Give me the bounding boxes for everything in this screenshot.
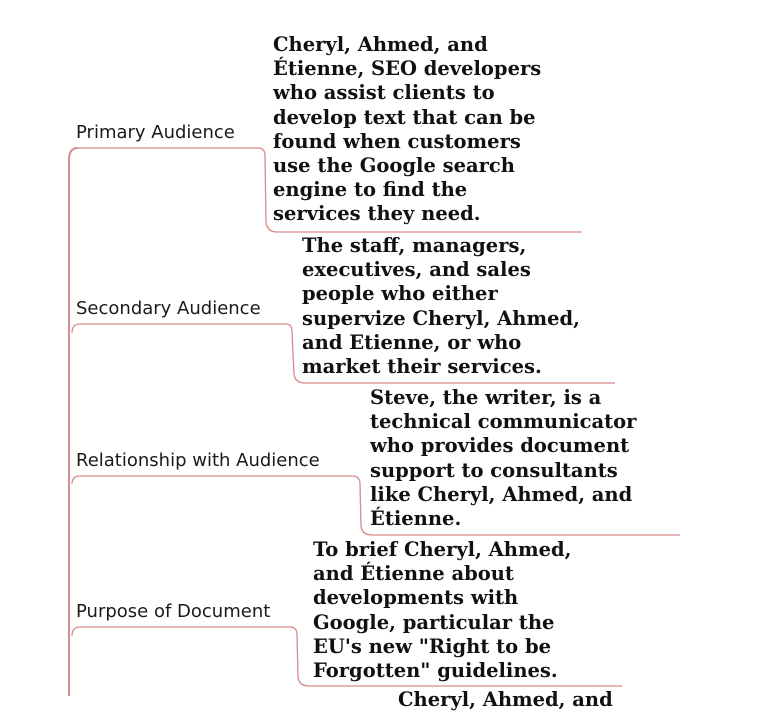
description-line: EU's new "Right to be bbox=[313, 634, 551, 658]
branch-label-primary-audience: Primary Audience bbox=[76, 122, 235, 143]
description-line: The staff, managers, bbox=[302, 234, 527, 257]
description-line: executives, and sales bbox=[302, 258, 531, 282]
branch-description-partial bbox=[398, 688, 613, 712]
description-line: Étienne, SEO developers bbox=[273, 57, 542, 81]
description-line: services they need. bbox=[273, 202, 481, 226]
description-line: Cheryl, Ahmed, and bbox=[273, 33, 488, 56]
branch-description-primary-audience bbox=[273, 33, 541, 227]
branch-description-purpose-of-document bbox=[313, 538, 571, 683]
description-line: use the Google search bbox=[273, 154, 515, 178]
description-line: and Étienne about bbox=[313, 562, 514, 586]
branch-description-relationship-with-audience bbox=[370, 386, 636, 531]
branch-label-secondary-audience: Secondary Audience bbox=[76, 298, 261, 319]
branch-description-secondary-audience bbox=[302, 234, 580, 379]
description-line: market their services. bbox=[302, 355, 542, 379]
description-line: supervize Cheryl, Ahmed, bbox=[302, 306, 580, 330]
description-line: people who either bbox=[302, 282, 498, 306]
description-line: found when customers bbox=[273, 129, 521, 153]
description-line: Forgotten" guidelines. bbox=[313, 659, 558, 683]
description-line: technical communicator bbox=[370, 410, 637, 434]
description-line: support to consultants bbox=[370, 458, 618, 482]
description-line: To brief Cheryl, Ahmed, bbox=[313, 538, 572, 561]
description-line: engine to find the bbox=[273, 178, 468, 202]
description-line: Google, particular the bbox=[313, 610, 555, 634]
description-line: develop text that can be bbox=[273, 105, 536, 129]
description-line: Cheryl, Ahmed, and bbox=[398, 688, 613, 711]
description-line: Étienne. bbox=[370, 507, 462, 531]
description-line: who assist clients to bbox=[273, 81, 495, 105]
description-line: Steve, the writer, is a bbox=[370, 386, 602, 409]
description-line: who provides document bbox=[370, 434, 630, 458]
description-line: developments with bbox=[313, 586, 519, 610]
branch-label-purpose-of-document: Purpose of Document bbox=[76, 601, 271, 622]
description-line: and Etienne, or who bbox=[302, 330, 522, 354]
description-line: like Cheryl, Ahmed, and bbox=[370, 482, 633, 506]
branch-label-relationship-with-audience: Relationship with Audience bbox=[76, 450, 320, 471]
